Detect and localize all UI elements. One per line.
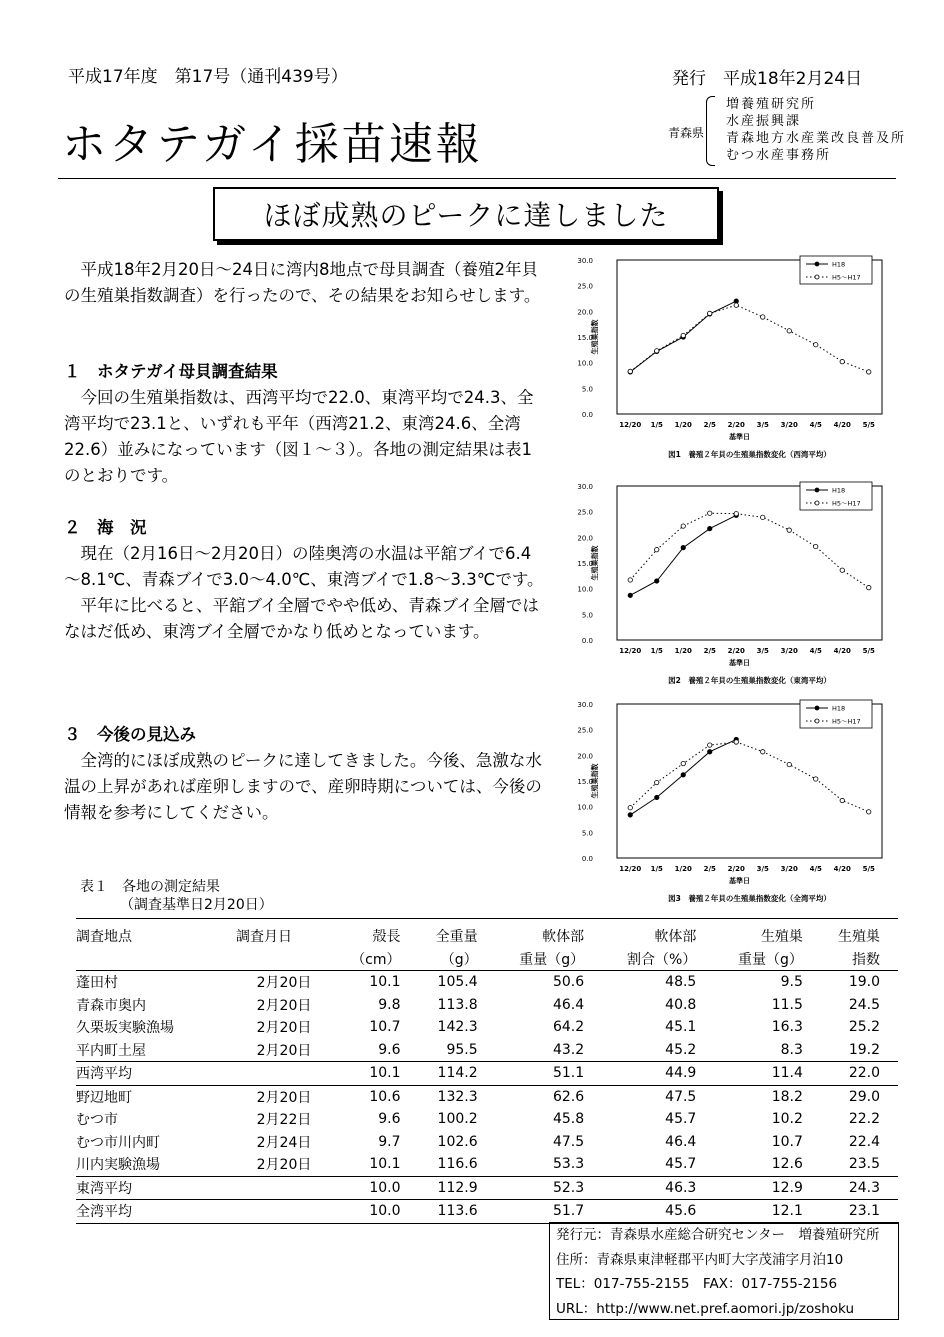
data-point <box>840 798 844 802</box>
table-cell: 9.8 <box>378 996 401 1013</box>
y-tick-label: 10.0 <box>577 359 593 368</box>
series-line <box>630 305 869 372</box>
x-tick-label: 2/20 <box>727 647 745 655</box>
series-line <box>630 742 869 812</box>
table-cell: 西湾平均 <box>76 1062 236 1086</box>
data-point <box>708 743 712 747</box>
table-cell: 久栗坂実験漁場 <box>76 1020 174 1037</box>
table-cell: 45.6 <box>602 1200 714 1224</box>
table-body <box>76 971 898 1224</box>
x-tick-label: 1/5 <box>650 865 663 873</box>
table-cell: 23.1 <box>821 1200 898 1224</box>
table-row <box>76 1176 898 1200</box>
legend-marker <box>815 719 819 723</box>
page-title: ホタテガイ採苗速報 <box>62 119 483 170</box>
table-cell: 蓬田村 <box>76 975 118 992</box>
table-cell: 45.7 <box>665 1156 697 1173</box>
table-header-cell: 重量（g） <box>714 948 821 971</box>
data-point <box>655 349 659 353</box>
section-paragraph: 現在（2月16日～2月20日）の陸奥湾の水温は平舘ブイで6.4～8.1℃、青森ブイで3.0～4.0℃、東湾ブイで1.8～3.3℃です。 <box>64 544 544 589</box>
x-axis-label: 基準日 <box>729 659 750 667</box>
section-paragraph: 全湾的にほぼ成熟のピークに達してきました。今後、急激な水温の上昇があれば産卵しますので、産卵時期については、今後の情報を参考にしてください。 <box>64 751 542 822</box>
table-cell: 95.5 <box>446 1041 478 1058</box>
table-cell: 100.2 <box>437 1111 478 1128</box>
organization-item: 水産振興課 <box>726 114 802 129</box>
headline-text: ほぼ成熟のピークに達しました <box>263 199 669 232</box>
y-tick-label: 5.0 <box>581 611 593 620</box>
table-subtitle: （調査基準日2月20日） <box>120 897 273 913</box>
table-title: 表１ 各地の測定結果 <box>80 879 220 895</box>
table-cell: 2月20日 <box>256 997 312 1014</box>
table-cell: 8.3 <box>780 1041 803 1058</box>
data-point <box>814 777 818 781</box>
table-cell: 45.8 <box>552 1111 585 1128</box>
table-cell: 2月24日 <box>256 1134 312 1151</box>
table-cell: 44.9 <box>602 1062 714 1086</box>
y-tick-label: 30.0 <box>577 701 593 709</box>
x-tick-label: 12/20 <box>619 647 642 655</box>
data-point <box>628 813 632 817</box>
x-tick-label: 5/5 <box>862 865 875 873</box>
table-cell: 川内実験漁場 <box>76 1157 160 1174</box>
data-point <box>840 568 844 572</box>
table-row <box>76 1108 898 1131</box>
y-tick-label: 10.0 <box>577 803 593 812</box>
headline-box <box>213 187 719 241</box>
x-tick-label: 5/5 <box>862 421 875 429</box>
chart-svg <box>560 474 896 696</box>
table-cell: 48.5 <box>665 974 697 991</box>
intro-paragraph: 平成18年2月20日～24日に湾内8地点で母貝調査（養殖2年貝の生殖巣指数調査）を行ったので、その結果をお知らせします。 <box>64 260 541 305</box>
y-tick-label: 25.0 <box>577 726 593 735</box>
section-paragraph: 今回の生殖巣指数は、西湾平均で22.0、東湾平均で24.3、全湾平均で23.1と、いずれも平年（西湾21.2、東湾24.6、全湾22.6）並みになっています（図１～３）。各地の測定結果は表1のとおりです。 <box>64 388 534 485</box>
table-cell: 52.3 <box>496 1176 603 1200</box>
y-tick-label: 15.0 <box>577 778 593 786</box>
table-cell: 9.6 <box>378 1041 401 1058</box>
table-row <box>76 971 898 994</box>
y-tick-label: 30.0 <box>577 257 593 265</box>
table-cell: 116.6 <box>437 1156 478 1173</box>
table-cell: 40.8 <box>665 996 697 1013</box>
data-point <box>681 524 685 528</box>
table-cell: むつ市 <box>76 1112 118 1129</box>
table-cell: 10.0 <box>332 1200 419 1224</box>
x-tick-label: 3/5 <box>756 421 769 429</box>
data-point <box>628 578 632 582</box>
section-3 <box>64 722 546 826</box>
data-point <box>708 311 712 315</box>
x-tick-label: 12/20 <box>619 421 642 429</box>
table-cell: 19.2 <box>848 1041 880 1058</box>
data-point <box>867 810 871 814</box>
table-cell: 112.9 <box>419 1176 496 1200</box>
chart-title: 図2 養殖２年貝の生殖巣指数変化（東湾平均） <box>668 676 831 685</box>
table-header-cell: 殻長 <box>332 919 419 948</box>
x-tick-label: 3/20 <box>780 421 798 429</box>
table-cell: 113.8 <box>437 996 478 1013</box>
table-row <box>76 1131 898 1154</box>
table-header-cell: （g） <box>419 948 496 971</box>
table-cell: 132.3 <box>419 1085 496 1108</box>
table-header-cell: （cm） <box>332 948 419 971</box>
table-cell: 45.1 <box>665 1019 697 1036</box>
table-cell: 10.7 <box>771 1133 803 1150</box>
x-tick-label: 3/20 <box>780 647 798 655</box>
y-tick-label: 15.0 <box>577 560 593 568</box>
table-row <box>76 1200 898 1224</box>
section-title: ２ 海 況 <box>64 518 147 537</box>
table-cell: 10.1 <box>369 1156 401 1173</box>
table-row <box>76 1085 898 1108</box>
x-tick-label: 1/5 <box>650 421 663 429</box>
table-cell: 10.1 <box>369 974 401 991</box>
table-header-cell: 指数 <box>821 948 898 971</box>
data-point <box>681 761 685 765</box>
table-cell: 22.4 <box>848 1133 880 1150</box>
table-caption <box>80 878 273 914</box>
x-tick-label: 3/20 <box>780 865 798 873</box>
data-point <box>734 512 738 516</box>
y-tick-label: 10.0 <box>577 585 593 594</box>
table-cell: 43.2 <box>552 1041 585 1058</box>
table-cell: 113.6 <box>419 1200 496 1224</box>
table-header-cell <box>236 948 332 971</box>
section-title: １ ホタテガイ母貝調査結果 <box>64 362 278 381</box>
y-tick-label: 0.0 <box>581 637 593 645</box>
table-cell: 19.0 <box>848 974 880 991</box>
table-cell: 46.3 <box>602 1176 714 1200</box>
table-cell: 50.6 <box>552 974 585 991</box>
table-header-cell: 割合（%） <box>602 948 714 971</box>
table-cell: 2月20日 <box>256 1157 312 1174</box>
x-tick-label: 2/5 <box>703 865 716 873</box>
data-point <box>655 547 659 551</box>
series-line <box>630 513 869 587</box>
data-point <box>708 750 712 754</box>
org-bracket <box>706 96 715 166</box>
legend-label: H5～H17 <box>832 273 861 282</box>
table-header-cell: 軟体部 <box>496 919 603 948</box>
table-cell: 64.2 <box>552 1019 585 1036</box>
data-point <box>708 511 712 515</box>
data-point <box>867 585 871 589</box>
x-axis-label: 基準日 <box>729 433 750 441</box>
table-cell: 114.2 <box>419 1062 496 1086</box>
y-tick-label: 20.0 <box>577 752 593 761</box>
table-cell: 102.6 <box>437 1133 478 1150</box>
legend-label: H5～H17 <box>832 499 861 508</box>
y-tick-label: 25.0 <box>577 508 593 517</box>
table-cell: 10.0 <box>332 1176 419 1200</box>
chart-1 <box>560 248 896 474</box>
table-cell: 全湾平均 <box>76 1200 236 1224</box>
data-point <box>655 795 659 799</box>
data-point <box>628 593 632 597</box>
data-point <box>787 528 791 532</box>
table-row <box>76 1153 898 1176</box>
table-cell: 29.0 <box>821 1085 898 1108</box>
table-cell: 45.7 <box>665 1111 697 1128</box>
legend-label: H18 <box>832 260 846 269</box>
chart-title: 図1 養殖２年貝の生殖巣指数変化（西湾平均） <box>668 450 831 459</box>
publisher-info-box <box>549 1222 899 1320</box>
table-cell: 2月22日 <box>256 1112 312 1129</box>
data-point <box>840 359 844 363</box>
table-header-cell: 全重量 <box>419 919 496 948</box>
y-tick-label: 20.0 <box>577 308 593 317</box>
table-row <box>76 1039 898 1062</box>
section-1 <box>64 359 546 489</box>
data-point <box>628 805 632 809</box>
x-tick-label: 2/20 <box>727 865 745 873</box>
table-cell: 2月20日 <box>236 1085 332 1108</box>
table-header-cell: 調査地点 <box>76 919 236 948</box>
x-tick-label: 2/5 <box>703 647 716 655</box>
table-cell: 23.5 <box>848 1156 880 1173</box>
table-header-cell: 調査月日 <box>236 919 332 948</box>
table-cell <box>236 1062 332 1086</box>
x-tick-label: 5/5 <box>862 647 875 655</box>
legend-label: H18 <box>832 704 846 713</box>
section-paragraph: 平年に比べると、平舘ブイ全層でやや低め、青森ブイ全層ではなはだ低め、東湾ブイ全層でかなり低めとなっています。 <box>64 596 539 641</box>
data-point <box>655 579 659 583</box>
legend-marker <box>815 501 819 505</box>
y-tick-label: 15.0 <box>577 334 593 342</box>
x-tick-label: 4/5 <box>809 865 822 873</box>
table-cell: 25.2 <box>848 1019 880 1036</box>
table-cell: 10.2 <box>771 1111 803 1128</box>
table-header-cell: 生殖巣 <box>714 919 821 948</box>
legend-label: H5～H17 <box>832 717 861 726</box>
x-tick-label: 4/20 <box>833 865 851 873</box>
issue-number: 平成17年度 第17号（通刊439号） <box>68 67 348 87</box>
x-tick-label: 1/20 <box>674 865 692 873</box>
data-point <box>708 526 712 530</box>
legend-marker <box>815 275 819 279</box>
table-cell: 18.2 <box>714 1085 821 1108</box>
chart-svg <box>560 692 896 914</box>
table-cell: 24.5 <box>848 996 880 1013</box>
data-point <box>761 515 765 519</box>
x-tick-label: 1/5 <box>650 647 663 655</box>
y-tick-label: 0.0 <box>581 411 593 419</box>
table-cell: 47.5 <box>602 1085 714 1108</box>
table-header-cell: 軟体部 <box>602 919 714 948</box>
table-header-cell: 生殖巣 <box>821 919 898 948</box>
table-row <box>76 1016 898 1039</box>
data-point <box>681 333 685 337</box>
table-cell: 51.7 <box>496 1200 603 1224</box>
y-tick-label: 5.0 <box>581 385 593 394</box>
table-cell: 11.5 <box>771 996 803 1013</box>
y-tick-label: 0.0 <box>581 855 593 863</box>
y-axis-label: 生殖巣指数 <box>591 319 599 355</box>
x-axis-label: 基準日 <box>729 877 750 885</box>
x-tick-label: 2/5 <box>703 421 716 429</box>
table-cell: 12.6 <box>771 1156 803 1173</box>
table-cell <box>236 1200 332 1224</box>
x-tick-label: 12/20 <box>619 865 642 873</box>
table-cell: 24.3 <box>821 1176 898 1200</box>
table-cell: 9.6 <box>378 1111 401 1128</box>
table-header-row <box>76 919 898 948</box>
table-cell: 16.3 <box>771 1019 803 1036</box>
organization-list <box>726 96 906 164</box>
table-cell: 22.2 <box>848 1111 880 1128</box>
x-tick-label: 3/5 <box>756 865 769 873</box>
results-table <box>76 918 898 1224</box>
data-point <box>814 544 818 548</box>
table-header-cell <box>76 948 236 971</box>
table-cell: 105.4 <box>437 974 478 991</box>
y-tick-label: 5.0 <box>581 829 593 838</box>
organization-item: 青森地方水産業改良普及所 <box>726 131 907 146</box>
table-cell: 45.2 <box>665 1041 697 1058</box>
table-cell: むつ市川内町 <box>76 1134 160 1151</box>
data-point <box>814 343 818 347</box>
table-cell: 野辺地町 <box>76 1085 236 1108</box>
data-point <box>628 369 632 373</box>
chart-3 <box>560 692 896 918</box>
publisher-line: 発行元：青森県水産総合研究センター 増養殖研究所 <box>556 1227 880 1243</box>
table-cell: 12.9 <box>714 1176 821 1200</box>
address-line: 住所：青森県東津軽郡平内町大字茂浦字月泊10 <box>556 1251 844 1268</box>
table-cell: 142.3 <box>437 1019 478 1036</box>
table-cell: 62.6 <box>496 1085 603 1108</box>
prefecture-label: 青森県 <box>668 126 705 140</box>
table-cell: 9.7 <box>378 1133 401 1150</box>
table-cell: 東湾平均 <box>76 1176 236 1200</box>
chart-title: 図3 養殖２年貝の生殖巣指数変化（全湾平均） <box>668 894 831 903</box>
data-point <box>734 303 738 307</box>
data-point <box>761 315 765 319</box>
y-axis-label: 生殖巣指数 <box>591 763 599 799</box>
y-tick-label: 25.0 <box>577 282 593 291</box>
legend-marker <box>815 262 819 266</box>
x-tick-label: 4/20 <box>833 647 851 655</box>
table-row <box>76 994 898 1017</box>
x-tick-label: 4/20 <box>833 421 851 429</box>
x-tick-label: 1/20 <box>674 647 692 655</box>
legend-marker <box>815 706 819 710</box>
table-cell: 2月20日 <box>256 1020 312 1037</box>
x-tick-label: 2/20 <box>727 421 745 429</box>
chart-svg <box>560 248 896 470</box>
chart-2 <box>560 474 896 700</box>
data-point <box>734 740 738 744</box>
table-cell: 9.5 <box>780 974 803 991</box>
data-point <box>681 545 685 549</box>
table-cell: 10.6 <box>332 1085 419 1108</box>
data-point <box>867 370 871 374</box>
data-point <box>787 762 791 766</box>
section-2 <box>64 515 546 645</box>
header-divider <box>58 178 896 179</box>
legend-marker <box>815 488 819 492</box>
section-title: ３ 今後の見込み <box>64 725 196 744</box>
table-cell: 10.1 <box>332 1062 419 1086</box>
publish-date: 発行 平成18年2月24日 <box>672 69 863 89</box>
data-point <box>681 773 685 777</box>
data-point <box>655 780 659 784</box>
table-header-row <box>76 948 898 971</box>
x-tick-label: 3/5 <box>756 647 769 655</box>
data-point <box>787 329 791 333</box>
table-cell: 46.4 <box>552 996 585 1013</box>
table-cell: 2月20日 <box>256 1042 312 1059</box>
x-tick-label: 4/5 <box>809 647 822 655</box>
y-tick-label: 30.0 <box>577 483 593 491</box>
intro-block <box>64 257 546 309</box>
table-cell: 11.4 <box>714 1062 821 1086</box>
x-tick-label: 1/20 <box>674 421 692 429</box>
table-cell: 青森市奥内 <box>76 997 146 1014</box>
table-cell: 平内町土屋 <box>76 1042 146 1059</box>
table-cell: 53.3 <box>552 1156 585 1173</box>
organization-item: 増養殖研究所 <box>726 97 817 112</box>
table-cell: 10.7 <box>369 1019 401 1036</box>
legend-label: H18 <box>832 486 846 495</box>
table-cell <box>236 1176 332 1200</box>
table-cell: 2月20日 <box>256 975 312 992</box>
y-tick-label: 20.0 <box>577 534 593 543</box>
table-header-cell: 重量（g） <box>496 948 603 971</box>
url-line: URL：http://www.net.pref.aomori.jp/zoshoku <box>556 1300 855 1317</box>
x-tick-label: 4/5 <box>809 421 822 429</box>
table-cell: 51.1 <box>496 1062 603 1086</box>
table-cell: 22.0 <box>821 1062 898 1086</box>
table-cell: 46.4 <box>665 1133 697 1150</box>
data-point <box>761 750 765 754</box>
y-axis-label: 生殖巣指数 <box>591 545 599 581</box>
phone-line: TEL：017-755-2155 FAX：017-755-2156 <box>556 1276 838 1292</box>
table-row <box>76 1062 898 1086</box>
table-cell: 12.1 <box>714 1200 821 1224</box>
table-cell: 47.5 <box>552 1133 585 1150</box>
organization-item: むつ水産事務所 <box>726 148 832 163</box>
